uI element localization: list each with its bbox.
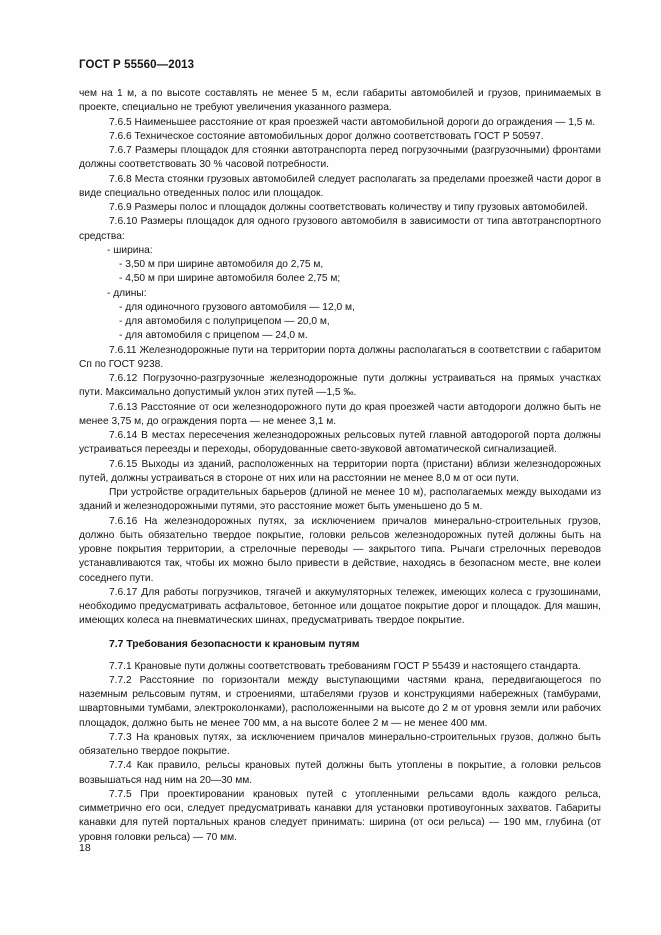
document-body: [79, 87, 601, 845]
paragraph-7-6-17: 7.6.17 Для работы погрузчиков, тягачей и аккумуляторных тележек, имеющих колеса с грузошинами, необходимо предусматривать асфальтовое, бетонное или дощатое покрытие дорог и площадок. Для машин, имеющих колеса на пневматических шинах, предусматривать твердое покрытие.: [79, 586, 601, 627]
paragraph-7-7-5: 7.7.5 При проектировании крановых путей с утопленными рельсами вдоль каждого рельса, симметрично его оси, следует предусматривать канавки для установки противоугонных захватов. Габариты канавки для путей портальных кранов следует принимать: ширина (от оси рельса) — 190 мм, глубина (от уровня головки рельса) — 70 мм.: [79, 788, 601, 843]
document-header: ГОСТ Р 55560—2013: [79, 59, 195, 71]
paragraph-7-6-8: 7.6.8 Места стоянки грузовых автомобилей следует располагать за пределами проезжей части дорог в виде специально отведенных полос или площадок.: [79, 173, 601, 199]
page-number: 18: [79, 842, 91, 854]
paragraph-7-6-13: 7.6.13 Расстояние от оси железнодорожного пути до края проезжей части автодороги должно быть не менее 3,75 м, до ограждения порта — не менее 3,1 м.: [79, 401, 601, 427]
list-label-length: - длины:: [107, 287, 147, 299]
list-label-width: - ширина:: [107, 244, 153, 256]
paragraph-7-6-14: 7.6.14 В местах пересечения железнодорожных рельсовых путей главной автодорогой порта должны устраиваться переезды и переходы, оборудованные свето-звуковой автоматической сигнализацией.: [79, 430, 601, 456]
paragraph-7-6-9: 7.6.9 Размеры полос и площадок должны соответствовать количеству и типу грузовых автомобилей.: [109, 202, 588, 213]
list-item: - для одиночного грузового автомобиля — 12,0 м,: [119, 301, 355, 313]
paragraph-7-6-16: 7.6.16 На железнодорожных путях, за исключением причалов минерально-строительных грузов, должно быть обязательно твердое покрытие, головки рельсов железнодорожных путей должны быть на уровне покрытия территории, а стрелочные переводы — закрытого типа. Рычаги стрелочных переводов устанавливаются так, чтобы их можно было привести в действие, находясь в безопасном месте, вне колеи соседнего пути.: [79, 515, 601, 584]
paragraph-7-7-4: 7.7.4 Как правило, рельсы крановых путей должны быть утоплены в покрытие, а головки рельсов возвышаться над ним на 20—30 мм.: [79, 760, 601, 786]
list-item: - 3,50 м при ширине автомобиля до 2,75 м,: [119, 259, 324, 270]
paragraph-7-6-12: 7.6.12 Погрузочно-разгрузочные железнодорожные пути должны устраиваться на прямых участках пути. Максимально допустимый уклон этих путей —1,5 ‰.: [79, 373, 601, 399]
paragraph-barriers: При устройстве оградительных барьеров (длиной не менее 10 м), располагаемых между выходами из зданий и железнодорожными путями, это расстояние может быть уменьшено до 5 м.: [79, 487, 601, 513]
paragraph-7-6-11: 7.6.11 Железнодорожные пути на территории порта должны располагаться в соответствии с габаритом Сп по ГОСТ 9238.: [79, 344, 601, 370]
paragraph-7-6-7: 7.6.7 Размеры площадок для стоянки автотранспорта перед погрузочными (разгрузочными) фронтами должны соответствовать 30 % часовой потребности.: [79, 145, 601, 171]
paragraph-7-6-5: 7.6.5 Наименьшее расстояние от края проезжей части автомобильной дороги до ограждения — 1,5 м.: [109, 116, 596, 128]
list-item: - для автомобиля с прицепом — 24,0 м.: [119, 330, 308, 342]
paragraph-continuation: чем на 1 м, а по высоте составлять не менее 5 м, если габариты автомобилей и грузов, принимаемых в проекте, специально не требуют увеличения указанного размера.: [79, 88, 601, 114]
paragraph-7-6-15: 7.6.15 Выходы из зданий, расположенных на территории порта (пристани) вблизи железнодорожных путей, должны устраиваться в стороне от них или на расстоянии не менее 8,0 м от оси пути.: [79, 458, 601, 484]
list-item: - для автомобиля с полуприцепом — 20,0 м,: [119, 316, 330, 327]
paragraph-7-7-2: 7.7.2 Расстояние по горизонтали между выступающими частями крана, передвигающегося по наземным рельсовым путям, и строениями, штабелями грузов и конструкциями набережных (тамбурами, швартовными тумбами, электроколонками), расположенными на высоте до 2 м от уровня земли или рабочих площадок, должно быть не менее 700 мм, а на высоте более 2 м — не менее 400 мм.: [79, 674, 601, 729]
paragraph-7-6-6: 7.6.6 Техническое состояние автомобильных дорог должно соответствовать ГОСТ Р 50597.: [109, 130, 544, 142]
list-item: - 4,50 м при ширине автомобиля более 2,75 м;: [119, 273, 341, 285]
paragraph-7-7-3: 7.7.3 На крановых путях, за исключением причалов минерально-строительных грузов, должно быть обязательно твердое покрытие.: [79, 731, 601, 757]
paragraph-7-6-10: 7.6.10 Размеры площадок для одного грузового автомобиля в зависимости от типа автотранспортного средства:: [79, 216, 601, 242]
paragraph-7-7-1: 7.7.1 Крановые пути должны соответствовать требованиям ГОСТ Р 55439 и настоящего стандарта.: [109, 660, 581, 672]
section-heading-7-7: 7.7 Требования безопасности к крановым путям: [109, 638, 360, 650]
